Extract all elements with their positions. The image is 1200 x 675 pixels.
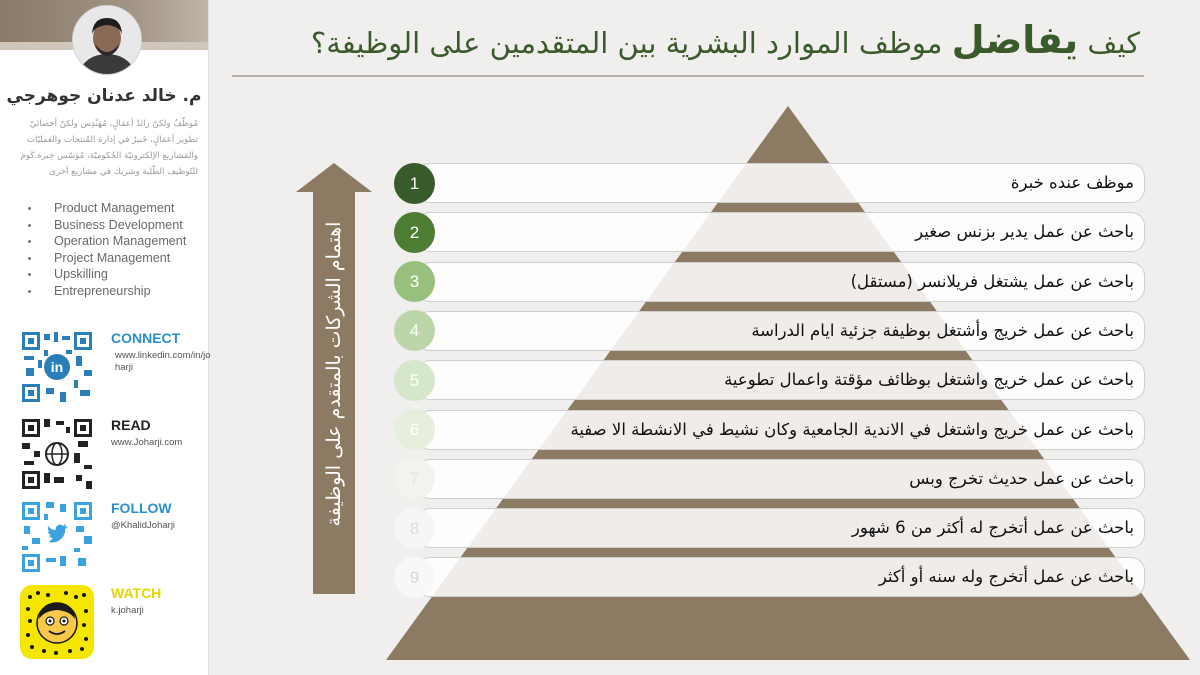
ranking-row-text: باحث عن عمل خريج وأشتغل بوظيفة جزئية ايام الدراسة (751, 320, 1134, 340)
rank-number-badge: 9 (394, 557, 435, 598)
svg-text:in: in (50, 359, 64, 375)
title-emphasis: يفاضل (951, 18, 1079, 62)
rank-number-badge: 7 (394, 458, 435, 499)
connect-title: CONNECT (111, 330, 181, 346)
title-rest: موظف الموارد البشرية بين المتقدمين على الوظيفة؟ (310, 26, 952, 60)
ranking-row (416, 212, 1145, 252)
ranking-row (416, 410, 1145, 450)
rank-number-badge: 3 (394, 261, 435, 302)
rank-number-badge: 8 (394, 508, 435, 549)
rank-number-badge: 1 (394, 163, 435, 204)
title-prefix: كيف (1078, 26, 1140, 60)
skill-item: Business Development (24, 217, 186, 234)
skill-item: Product Management (24, 200, 186, 217)
follow-title: FOLLOW (111, 500, 172, 516)
skill-item: Upskilling (24, 266, 186, 283)
rank-number-badge: 6 (394, 409, 435, 450)
ranking-row (416, 360, 1145, 400)
ranking-row (416, 459, 1145, 499)
ranking-row-text: باحث عن عمل خريج واشتغل بوظائف مؤقتة واعمال تطوعية (724, 370, 1134, 390)
author-name: م. خالد عدنان جوهرجي (6, 86, 202, 106)
snapchat-handle[interactable]: k.joharji (111, 605, 144, 616)
ranking-row-text: باحث عن عمل أتخرج له أكثر من 6 شهور (851, 518, 1134, 538)
ranking-row (416, 557, 1145, 597)
ranking-row-text: باحث عن عمل خريج واشتغل في الاندية الجامعية وكان نشيط في الانشطة الا صفية (570, 419, 1134, 439)
ranking-row (416, 311, 1145, 351)
skill-item: Entrepreneurship (24, 283, 186, 300)
website-url[interactable]: www.Joharji.com (111, 437, 183, 448)
rank-number-badge: 4 (394, 310, 435, 351)
ranking-row-text: موظف عنده خبرة (1010, 173, 1134, 192)
ranking-row-text: باحث عن عمل حديث تخرج وبس (909, 468, 1134, 488)
ranking-row (416, 508, 1145, 548)
ranking-row-text: باحث عن عمل يدير بزنس صغير (915, 222, 1134, 242)
ranking-row (416, 262, 1145, 302)
skill-item: Operation Management (24, 233, 186, 250)
rank-number-badge: 2 (394, 212, 435, 253)
ranking-row (416, 163, 1145, 203)
linkedin-url[interactable]: www.linkedin.com/in/joharji (115, 350, 211, 373)
skill-item: Project Management (24, 250, 186, 267)
twitter-handle[interactable]: @KhalidJoharji (111, 520, 176, 531)
rank-number-badge: 5 (394, 360, 435, 401)
read-title: READ (111, 417, 151, 433)
author-bio: مُوظّفٌ ولكنّ رائدُ أعمَالٍ، مُهَنْدِس ولكنّ أخصائيّ تطوير أعمَالٍ، خَبيرٌ في إدارة المُنتجات والعَمليّات والمَشاريع الإلكترونيّة الحُكوميّة، مُؤسّس خِبرة.كَوم للتّوظيف الطّلبة وشريك في مشاريع أخرى (20, 119, 198, 177)
watch-title: WATCH (111, 585, 162, 601)
ranking-row-text: باحث عن عمل أتخرج وله سنه أو أكثر (878, 567, 1134, 587)
ranking-row-text: باحث عن عمل يشتغل فريلانسر (مستقل) (850, 271, 1134, 291)
